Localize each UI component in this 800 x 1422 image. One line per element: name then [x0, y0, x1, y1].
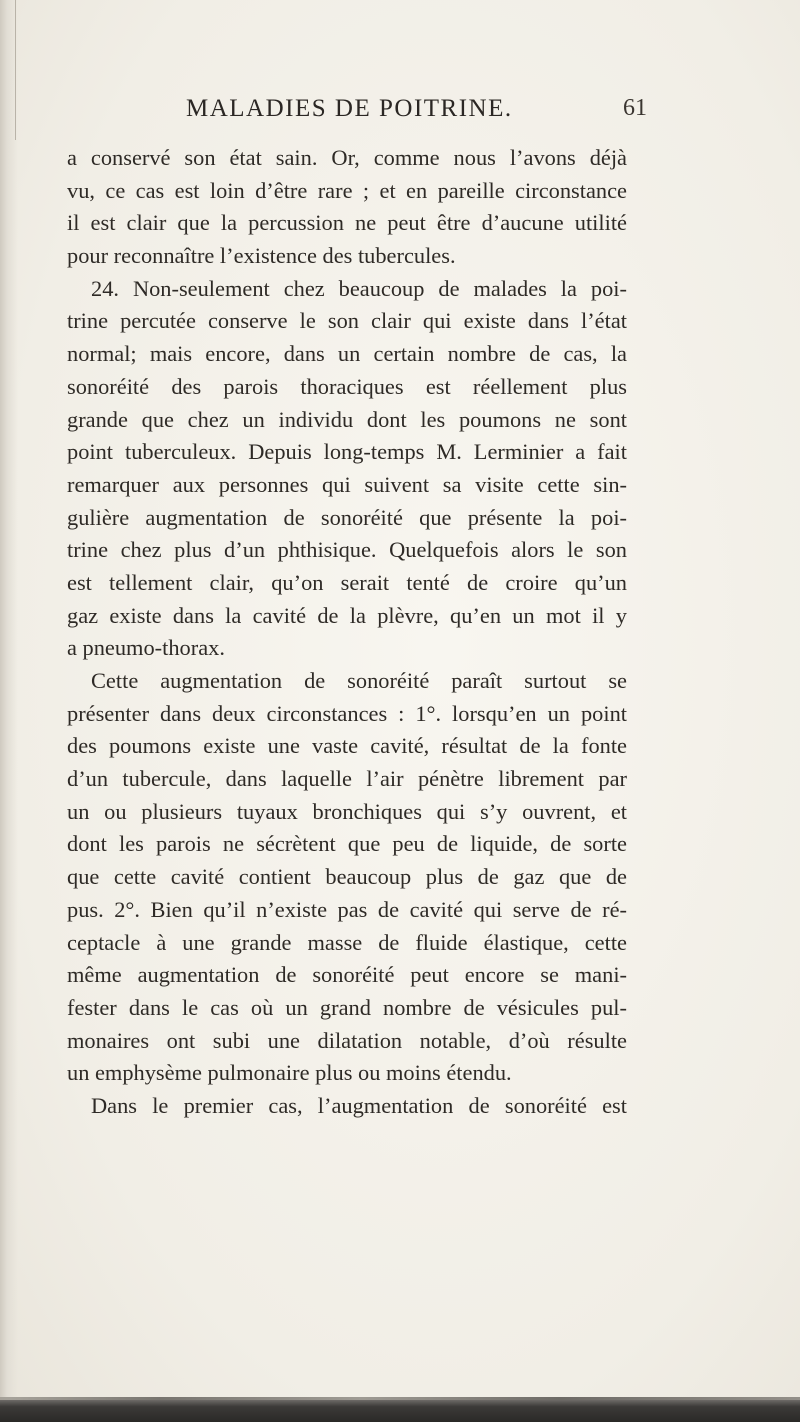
text-line: présenter dans deux circonstances : 1°. lorsqu’en un point [67, 700, 627, 726]
text-line: sonoréité des parois thoraciques est réellement plus [67, 373, 627, 399]
text-line: pus. 2°. Bien qu’il n’existe pas de cavité qui serve de ré- [67, 896, 627, 922]
text-line: même augmentation de sonoréité peut encore se mani- [67, 962, 627, 988]
text-line: que cette cavité contient beaucoup plus de gaz que de [67, 864, 627, 890]
text-line: grande que chez un individu dont les poumons ne sont [67, 406, 627, 432]
text-line: des poumons existe une vaste cavité, résultat de la fonte [67, 733, 627, 759]
text-line: un ou plusieurs tuyaux bronchiques qui s’y ouvrent, et [67, 798, 627, 824]
text-line: normal; mais encore, dans un certain nombre de cas, la [67, 341, 627, 367]
text-line: remarquer aux personnes qui suivent sa visite cette sin- [67, 471, 627, 497]
text-line: a conservé son état sain. Or, comme nous l’avons déjà [67, 145, 627, 170]
text-line: monaires ont subi une dilatation notable, d’où résulte [67, 1027, 627, 1053]
text-line: 24. Non-seulement chez beaucoup de malades la poi- [91, 275, 627, 301]
text-line: il est clair que la percussion ne peut être d’aucune utilité [67, 210, 627, 236]
body-text [67, 142, 627, 1123]
text-line: un emphysème pulmonaire plus ou moins étendu. [67, 1060, 512, 1086]
text-line: a pneumo-thorax. [67, 635, 225, 661]
text-line: vu, ce cas est loin d’être rare ; et en pareille circonstance [67, 177, 627, 203]
text-line: Cette augmentation de sonoréité paraît surtout se [91, 668, 627, 693]
text-line: ceptacle à une grande masse de fluide élastique, cette [67, 929, 627, 955]
text-line: pour reconnaître l’existence des tubercules. [67, 243, 456, 269]
text-line: Dans le premier cas, l’augmentation de sonoréité est [91, 1092, 627, 1118]
text-line: fester dans le cas où un grand nombre de vésicules pul- [67, 994, 627, 1020]
page-bottom-edge [0, 1400, 800, 1422]
text-line: dont les parois ne sécrètent que peu de liquide, de sorte [67, 831, 627, 857]
page-number: 61 [623, 95, 647, 121]
text-line: gaz existe dans la cavité de la plèvre, qu’en un mot il y [67, 602, 627, 628]
text-line: trine chez plus d’un phthisique. Quelquefois alors le son [67, 537, 627, 563]
text-line: d’un tubercule, dans laquelle l’air pénètre librement par [67, 766, 627, 792]
running-head [0, 95, 800, 125]
text-line: gulière augmentation de sonoréité que présente la poi- [67, 504, 627, 530]
running-head-title: MALADIES DE POITRINE. [186, 95, 513, 122]
text-line: est tellement clair, qu’on serait tenté de croire qu’un [67, 569, 627, 595]
page-gutter-shadow [0, 0, 18, 1422]
text-line: point tuberculeux. Depuis long-temps M. Lerminier a fait [67, 439, 627, 465]
text-line: trine percutée conserve le son clair qui existe dans l’état [67, 308, 627, 334]
